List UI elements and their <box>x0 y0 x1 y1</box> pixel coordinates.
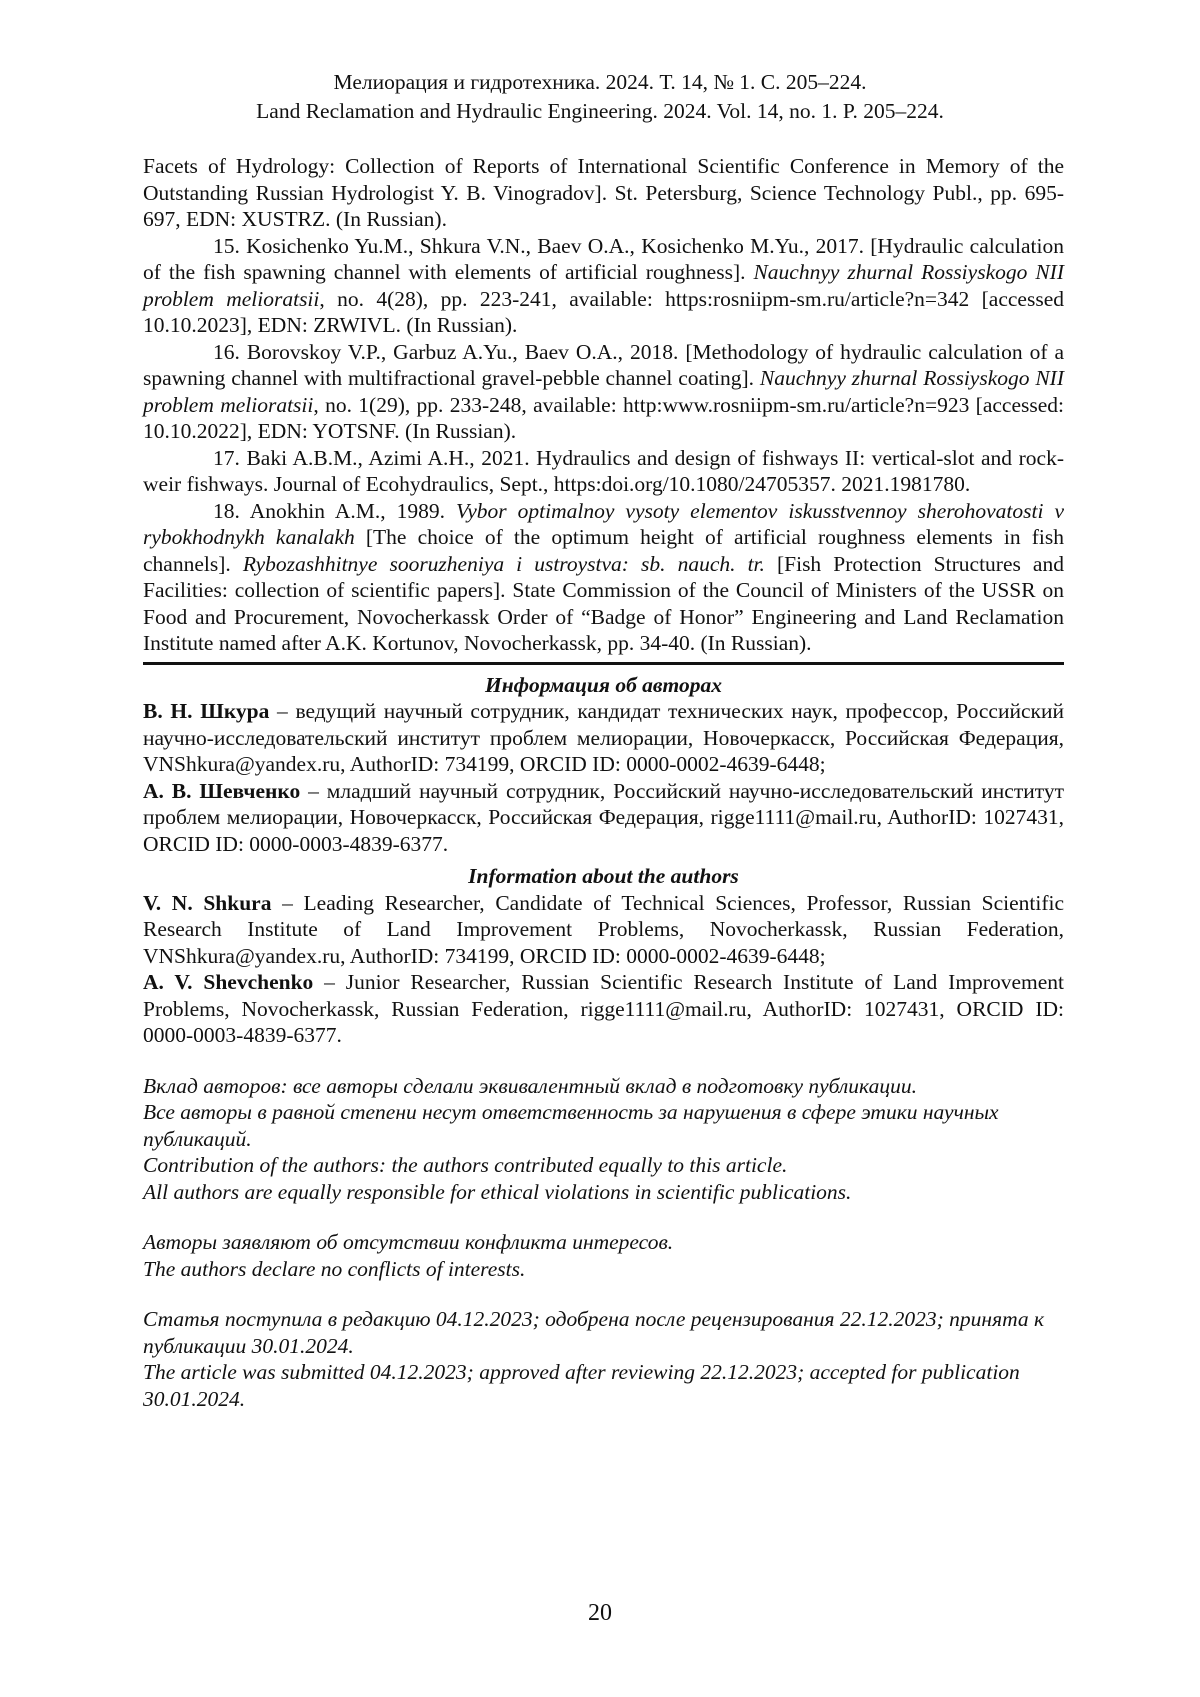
author-2-info-en <box>143 969 1064 1049</box>
header-line-en: Land Reclamation and Hydraulic Engineering. 2024. Vol. 14, no. 1. P. 205–224. <box>256 99 944 123</box>
author-2-info-ru <box>143 778 1064 858</box>
ref18-translation: [The choice of the optimum height of artificial roughness elements in fish channels]. <box>143 525 1064 576</box>
contribution-en-2: All authors are equally responsible for ethical violations in scientific publications. <box>143 1179 852 1204</box>
reference-14-continuation: Facets of Hydrology: Collection of Reports of International Scientific Conference in Memory of the Outstanding Russian Hydrologist Y. B. Vinogradov]. St. Petersburg, Science Technology Publ., pp. 695-697, EDN: XUSTRZ. (In Russian). <box>143 154 1064 231</box>
ref15-details: , no. 4(28), pp. 223-241, available: https:rosniipm-sm.ru/article?n=342 [accessed 10.10.2023], EDN: ZRWIVL. (In Russian). <box>143 286 1064 337</box>
authors-info-title-en: Information about the authors <box>468 864 739 888</box>
reference-17: 17. Baki A.B.M., Azimi A.H., 2021. Hydraulics and design of fishways II: vertical-slot and rock-weir fishways. Journal of Ecohydraulics, Sept., https:doi.org/10.1080/24705357. 2021.1981780. <box>143 445 1064 496</box>
authors-info-title-ru: Информация об авторах <box>485 672 722 697</box>
article-dates-ru: Статья поступила в редакцию 04.12.2023; одобрена после рецензирования 22.12.2023; принята к публикации 30.01.2024. <box>143 1307 1045 1358</box>
reference-15 <box>143 233 1064 339</box>
author-1-name-ru: В. Н. Шкура <box>143 699 270 723</box>
ref18-text: 18. Anokhin A.M., 1989. <box>213 498 457 523</box>
reference-16 <box>143 339 1064 445</box>
ref15-journal: Nauchnyy zhurnal Rossiyskogo NII problem melioratsii <box>143 260 1064 311</box>
conflict-statement-ru: Авторы заявляют об отсутствии конфликта интересов. <box>143 1230 674 1254</box>
author-2-details-en: – Junior Researcher, Russian Scientific Research Institute of Land Improvement Problems, Novocherkassk, Russian Federation, rigge1111@mail.ru, AuthorID: 1027431, ORCID ID: 0000-0003-4839-6377. <box>143 970 1064 1047</box>
conflict-statement-en: The authors declare no conflicts of interests. <box>143 1256 526 1281</box>
article-dates-en: The article was submitted 04.12.2023; approved after reviewing 22.12.2023; accepted for publication 30.01.2024. <box>143 1360 1020 1411</box>
header-line-ru: Мелиорация и гидротехника. 2024. Т. 14, № 1. С. 205–224. <box>333 70 867 94</box>
ref18-details: [Fish Protection Structures and Facilities: collection of scientific papers]. State Commission of the Council of Ministers of the USSR on Food and Procurement, Novocherkassk Order of “Badge of Honor” Engineering and Land Reclamation Institute named after A.K. Kortunov, Novocherkassk, pp. 34-40. (In Russian). <box>143 551 1064 655</box>
ref16-text: 16. Borovskoy V.P., Garbuz A.Yu., Baev O.A., 2018. [Methodology of hydraulic calculation of a spawning channel with multifractional gravel-pebble channel coating]. <box>143 339 1064 390</box>
author-1-name-en: V. N. Shkura <box>143 890 272 915</box>
contribution-ru-1: Вклад авторов: все авторы сделали эквивалентный вклад в подготовку публикации. <box>143 1073 917 1098</box>
article-notes <box>143 1073 1064 1413</box>
contribution-en-1: Contribution of the authors: the authors contributed equally to this article. <box>143 1153 788 1177</box>
ref18-journal: Rybozashhitnye sooruzheniya i ustroystva: sb. nauch. tr. <box>242 551 765 576</box>
running-header <box>0 68 1200 126</box>
page-number: 20 <box>588 1600 612 1626</box>
author-1-info-ru <box>143 698 1064 778</box>
author-1-details-en: – Leading Researcher, Candidate of Technical Sciences, Professor, Russian Scientific Research Institute of Land Improvement Problems, Novocherkassk, Russian Federation, VNShkura@yandex.ru, AuthorID: 734199, ORCID ID: 0000-0002-4639-6448; <box>143 890 1065 968</box>
author-1-info-en <box>143 890 1064 970</box>
ref18-title: Vybor optimalnoy vysoty elementov iskusstvennoy sherohovatosti v rybokhodnykh kanalakh <box>143 498 1064 549</box>
section-divider <box>143 662 1064 665</box>
contribution-ru-2: Все авторы в равной степени несут ответственность за нарушения в сфере этики научных публикаций. <box>143 1100 999 1151</box>
page-content <box>143 153 1064 1412</box>
author-1-details-ru: – ведущий научный сотрудник, кандидат технических наук, профессор, Российский научно-исследовательский институт проблем мелиорации, Новочеркасск, Российская Федерация, VNShkura@yandex.ru, AuthorID: 734199, ORCID ID: 0000-0002-4639-6448; <box>143 699 1064 776</box>
ref16-details: , no. 1(29), pp. 233-248, available: http:www.rosniipm-sm.ru/article?n=923 [accessed: 10.10.2022], EDN: YOTSNF. (In Russian). <box>143 392 1064 443</box>
author-2-details-ru: – младший научный сотрудник, Российский научно-исследовательский институт проблем мелиорации, Новочеркасск, Российская Федерация, rigge1111@mail.ru, AuthorID: 1027431, ORCID ID: 0000-0003-4839-6377. <box>143 778 1064 856</box>
ref16-journal: Nauchnyy zhurnal Rossiyskogo NII problem melioratsii <box>143 366 1064 417</box>
author-2-name-en: A. V. Shevchenko <box>143 970 314 994</box>
reference-18 <box>143 498 1064 657</box>
ref15-text: 15. Kosichenko Yu.M., Shkura V.N., Baev O.A., Kosichenko M.Yu., 2017. [Hydraulic calculation of the fish spawning channel with elements of artificial roughness]. <box>143 233 1064 284</box>
author-2-name-ru: А. В. Шевченко <box>143 778 301 803</box>
